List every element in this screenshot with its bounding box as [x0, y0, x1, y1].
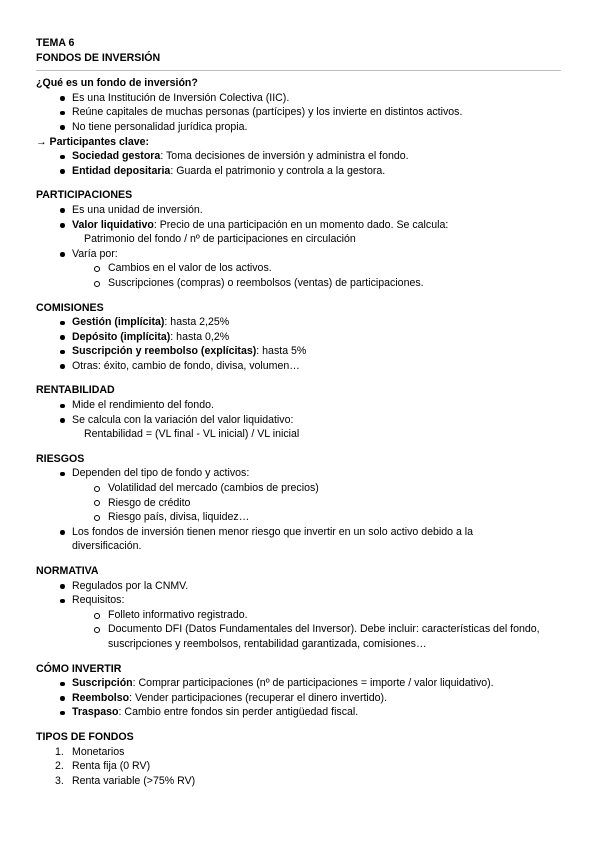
line: Los fondos de inversión tienen menor riesgo que invertir en un solo activo debido a la	[72, 525, 474, 538]
document-page	[36, 36, 568, 788]
list-item	[36, 218, 568, 247]
tema-label: TEMA 6	[36, 37, 75, 49]
sub-item: Riesgo país, divisa, liquidez…	[72, 510, 568, 525]
desc: Dependen del tipo de fondo y activos:	[72, 467, 250, 480]
section-heading-normativa: NORMATIVA	[36, 565, 99, 577]
term: Entidad depositaria	[72, 164, 171, 177]
line: diversificación.	[72, 540, 142, 553]
participantes-list	[36, 149, 568, 178]
list-item: Mide el rendimiento del fondo.	[36, 398, 568, 413]
riesgos-list	[36, 466, 568, 554]
desc: : Precio de una participación en un momento dado. Se calcula:	[153, 218, 449, 231]
list-item: No tiene personalidad jurídica propia.	[36, 120, 568, 135]
list-number: 2.	[55, 760, 64, 773]
desc: Requisitos:	[72, 594, 125, 607]
desc: : Guarda el patrimonio y controla a la gestora.	[170, 164, 386, 177]
term: Depósito (implícita)	[72, 330, 171, 343]
question-heading: ¿Qué es un fondo de inversión?	[36, 77, 198, 90]
list-item	[36, 247, 568, 291]
line: suscripciones y reembolsos, rentabilidad garantizada, comisiones…	[108, 637, 427, 650]
term: Suscripción	[72, 677, 133, 690]
section-heading-tipos: TIPOS DE FONDOS	[36, 730, 134, 743]
comisiones-list	[36, 315, 568, 373]
desc: : hasta 2,25%	[164, 316, 230, 329]
list-item	[36, 466, 568, 524]
term: Valor liquidativo	[72, 218, 154, 231]
tipos-list	[36, 745, 568, 789]
intro-list	[36, 91, 568, 135]
list-item	[36, 676, 568, 691]
term: Sociedad gestora	[72, 150, 161, 163]
list-item	[36, 330, 568, 345]
section-heading-participaciones: PARTICIPACIONES	[36, 189, 133, 202]
list-number: 1.	[55, 745, 64, 758]
desc: Varía por:	[72, 247, 118, 260]
list-item	[36, 774, 568, 789]
formula: Patrimonio del fondo / nº de participaciones en circulación	[84, 233, 356, 246]
section-heading-rentabilidad: RENTABILIDAD	[36, 384, 115, 397]
list-item	[36, 149, 568, 164]
list-item	[36, 525, 568, 554]
list-item	[36, 413, 568, 442]
term: Gestión (implícita)	[72, 316, 165, 329]
list-item	[36, 759, 568, 774]
list-item: Es una Institución de Inversión Colectiva (IIC).	[36, 91, 568, 106]
como-list	[36, 676, 568, 720]
sub-item	[72, 622, 568, 651]
participaciones-list	[36, 203, 568, 291]
desc: Renta fija (0 RV)	[72, 760, 151, 773]
term: Traspaso	[72, 706, 119, 719]
sub-list	[72, 481, 568, 525]
list-item	[36, 164, 568, 179]
sub-item: Cambios en el valor de los activos.	[72, 261, 568, 276]
list-item: Regulados por la CNMV.	[36, 579, 568, 594]
sub-item: Riesgo de crédito	[72, 496, 568, 511]
sub-list	[72, 261, 568, 290]
list-number: 3.	[55, 774, 64, 787]
title-divider	[36, 70, 561, 71]
page-title: FONDOS DE INVERSIÓN	[36, 51, 161, 64]
desc: : hasta 5%	[256, 345, 307, 358]
formula: Rentabilidad = (VL final - VL inicial) / VL inicial	[84, 428, 300, 441]
sub-list	[72, 608, 568, 652]
section-heading-riesgos: RIESGOS	[36, 452, 85, 465]
list-item: Es una unidad de inversión.	[36, 203, 568, 218]
term: Reembolso	[72, 691, 130, 704]
section-heading-comisiones: COMISIONES	[36, 301, 104, 314]
desc: Se calcula con la variación del valor liquidativo:	[72, 413, 294, 426]
list-item: Reúne capitales de muchas personas (partícipes) y los invierte en distintos activos.	[36, 105, 568, 120]
sub-item: Folleto informativo registrado.	[72, 608, 568, 623]
section-heading-como-invertir: CÓMO INVERTIR	[36, 662, 122, 675]
desc: Renta variable (>75% RV)	[72, 774, 196, 787]
term: Suscripción y reembolso (explícitas)	[72, 345, 257, 358]
list-item	[36, 344, 568, 359]
normativa-list	[36, 579, 568, 652]
rentabilidad-list	[36, 398, 568, 442]
list-item	[36, 593, 568, 651]
list-item	[36, 745, 568, 760]
participantes-heading: → Participantes clave:	[36, 135, 150, 148]
desc: : Cambio entre fondos sin perder antigüedad fiscal.	[118, 706, 359, 719]
list-item	[36, 315, 568, 330]
desc: Monetarios	[72, 745, 125, 758]
desc: : Comprar participaciones (nº de participaciones = importe / valor liquidativo).	[132, 677, 494, 690]
line: Documento DFI (Datos Fundamentales del Inversor). Debe incluir: características del fondo,	[108, 623, 540, 636]
list-item: Otras: éxito, cambio de fondo, divisa, volumen…	[36, 359, 568, 374]
list-item	[36, 705, 568, 720]
desc: : Vender participaciones (recuperar el dinero invertido).	[129, 691, 388, 704]
sub-item: Volatilidad del mercado (cambios de precios)	[72, 481, 568, 496]
list-item	[36, 691, 568, 706]
desc: : hasta 0,2%	[170, 330, 230, 343]
sub-item: Suscripciones (compras) o reembolsos (ventas) de participaciones.	[72, 276, 568, 291]
desc: : Toma decisiones de inversión y administra el fondo.	[160, 150, 409, 163]
